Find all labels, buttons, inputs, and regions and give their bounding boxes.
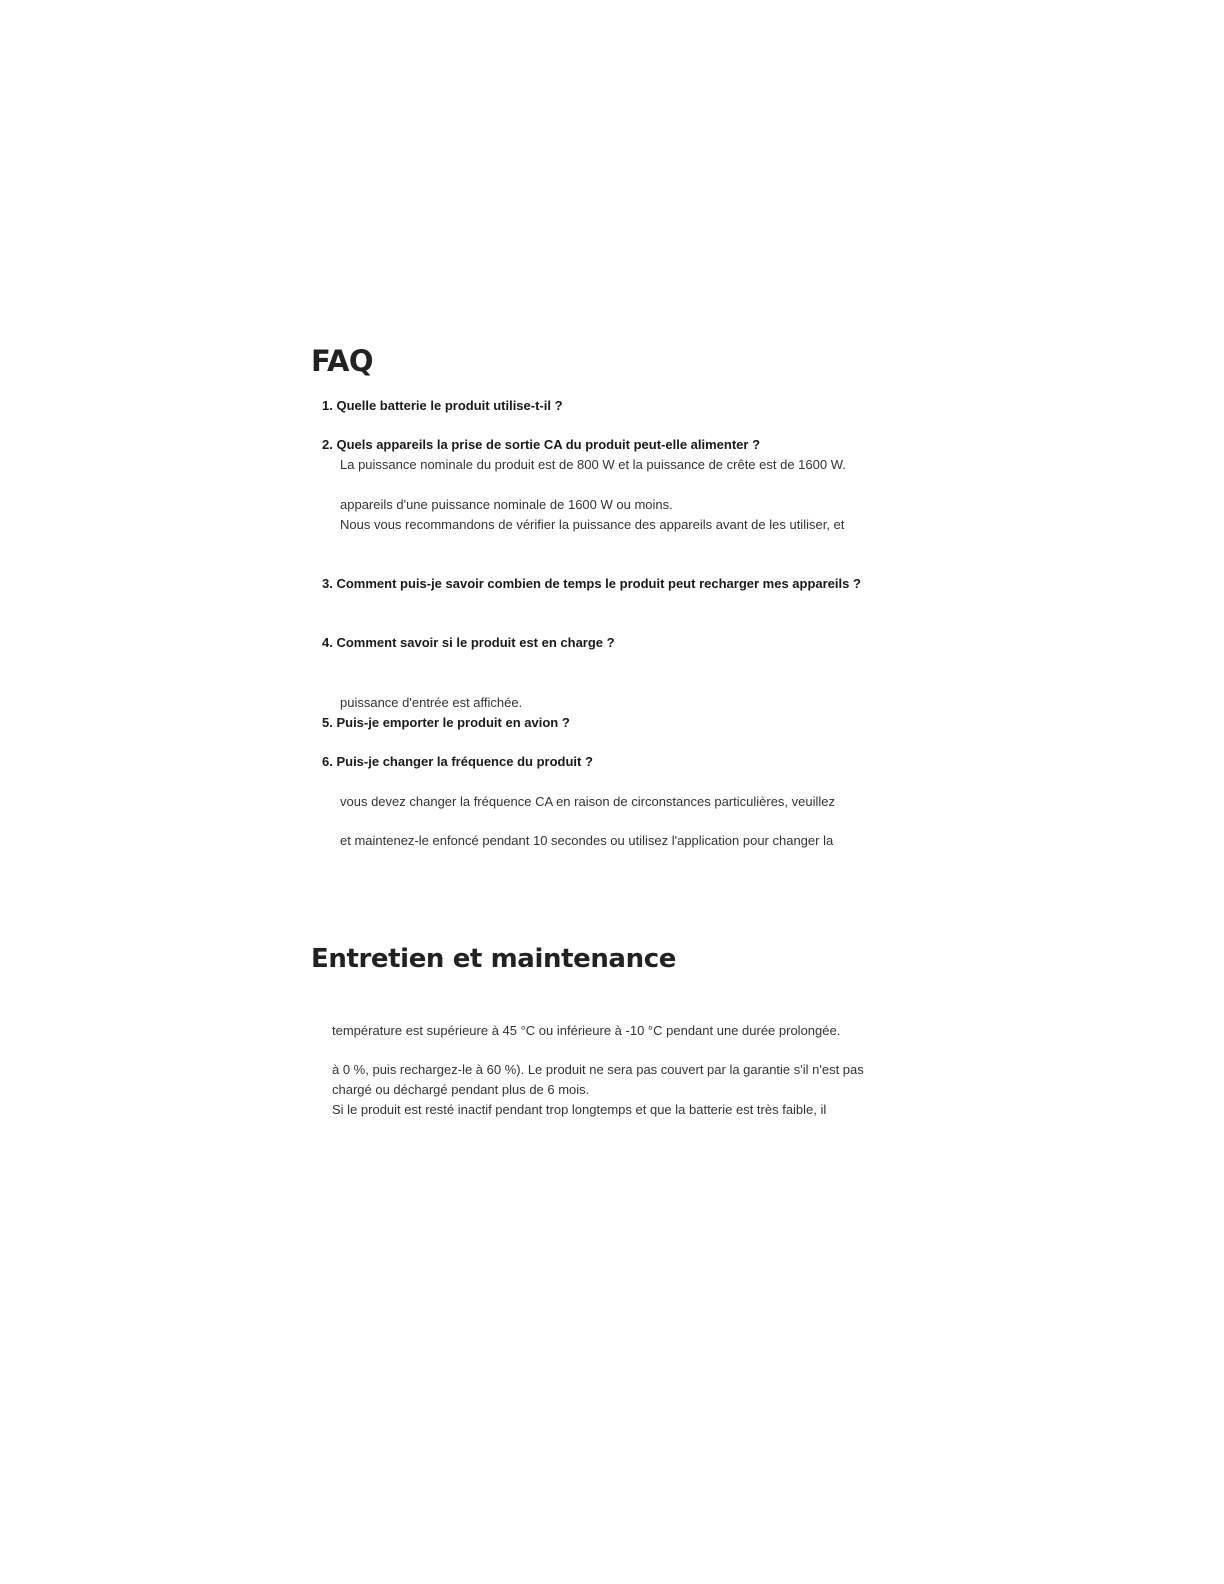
faq-heading: FAQ xyxy=(311,344,374,378)
care-heading: Entretien et maintenance xyxy=(311,944,676,974)
faq-question-5: 5. Puis-je emporter le produit en avion ? xyxy=(322,715,570,730)
faq-answer-2-line-2: appareils d'une puissance nominale de 1600 W ou moins. xyxy=(340,497,673,512)
faq-answer-2-line-1: La puissance nominale du produit est de 800 W et la puissance de crête est de 1600 W. xyxy=(340,457,846,472)
faq-question-2: 2. Quels appareils la prise de sortie CA du produit peut-elle alimenter ? xyxy=(322,437,761,452)
faq-question-4: 4. Comment savoir si le produit est en charge ? xyxy=(322,635,615,650)
care-line-4: Si le produit est resté inactif pendant trop longtemps et que la batterie est très faible, il xyxy=(332,1102,827,1117)
care-line-1: température est supérieure à 45 °C ou inférieure à -10 °C pendant une durée prolongée. xyxy=(332,1023,841,1038)
care-line-3: chargé ou déchargé pendant plus de 6 mois. xyxy=(332,1082,590,1097)
faq-answer-6-line-2: et maintenez-le enfoncé pendant 10 secondes ou utilisez l'application pour changer la xyxy=(340,833,834,848)
faq-question-6: 6. Puis-je changer la fréquence du produit ? xyxy=(322,754,593,769)
faq-answer-2-line-3: Nous vous recommandons de vérifier la puissance des appareils avant de les utiliser, et xyxy=(340,517,845,532)
care-line-2: à 0 %, puis rechargez-le à 60 %). Le produit ne sera pas couvert par la garantie s'il n'est pas xyxy=(332,1062,864,1077)
faq-answer-6-line-1: vous devez changer la fréquence CA en raison de circonstances particulières, veuillez xyxy=(340,794,835,809)
faq-question-3: 3. Comment puis-je savoir combien de temps le produit peut recharger mes appareils ? xyxy=(322,576,861,591)
faq-question-1: 1. Quelle batterie le produit utilise-t-il ? xyxy=(322,398,563,413)
faq-answer-4-line-1: puissance d'entrée est affichée. xyxy=(340,695,523,710)
